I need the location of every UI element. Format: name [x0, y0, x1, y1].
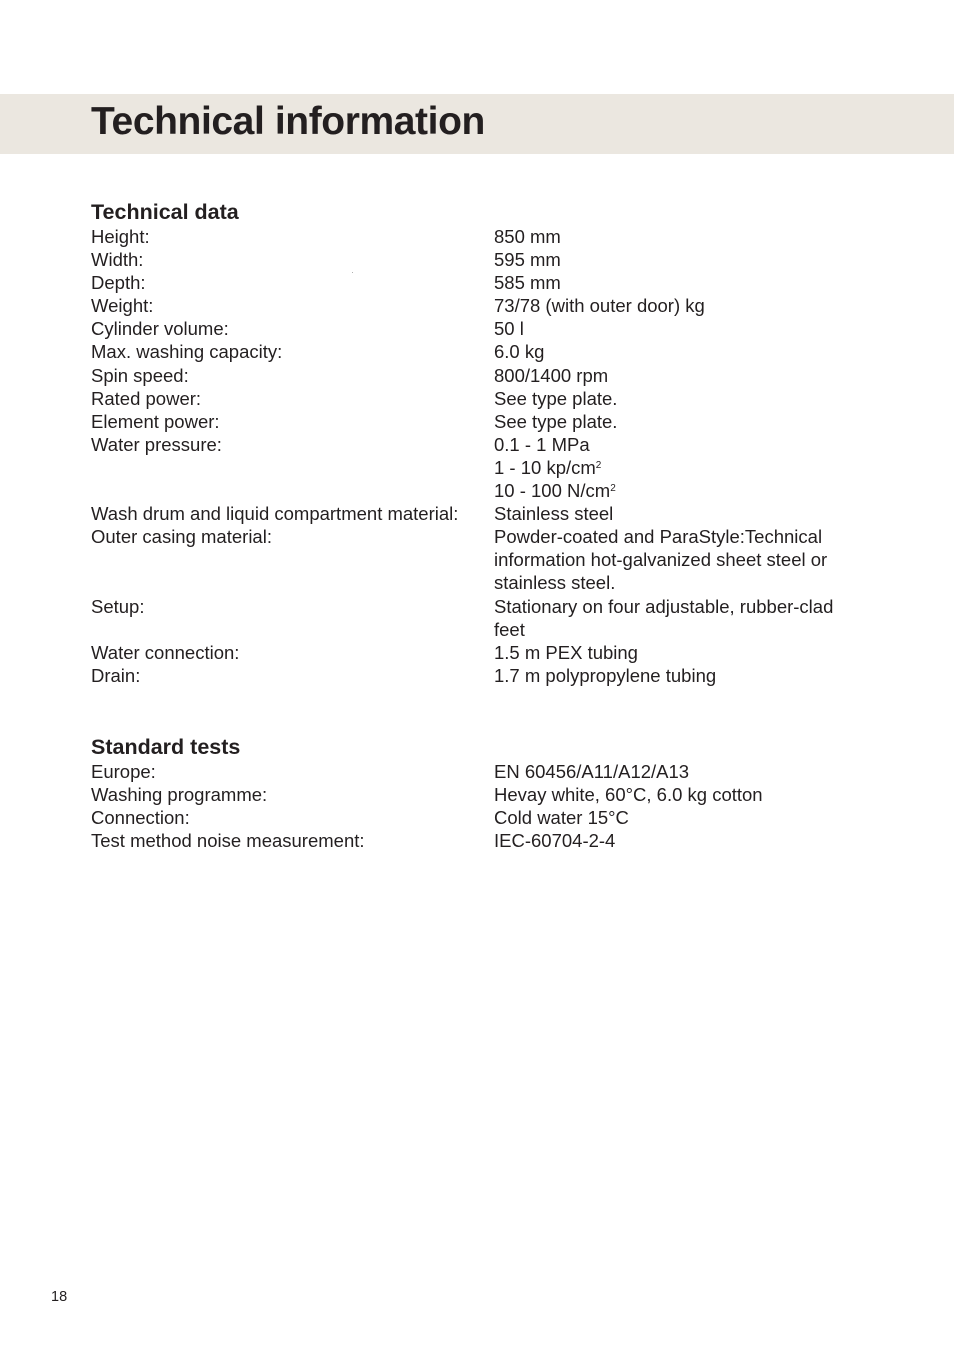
spec-value: 0.1 - 1 MPa — [494, 433, 590, 455]
spec-value: 50 l — [494, 318, 524, 340]
spec-value: Stainless steel — [494, 503, 614, 525]
spec-label: Water connection: — [91, 641, 240, 663]
spec-label: Water pressure: — [91, 433, 222, 455]
spec-label: Max. washing capacity: — [91, 341, 283, 363]
spec-row-width — [91, 248, 871, 271]
spec-label: Wash drum and liquid compartment material: — [91, 503, 459, 525]
test-value: Cold water 15°C — [494, 807, 629, 829]
spec-value-line — [494, 456, 859, 479]
spec-value: See type plate. — [494, 387, 618, 409]
spec-row-rated-power — [91, 387, 871, 410]
spec-value-line — [494, 479, 859, 502]
spec-label: Height: — [91, 226, 150, 247]
test-value: IEC-60704-2-4 — [494, 830, 616, 852]
spec-value: 595 mm — [494, 249, 561, 271]
spec-value: 1.5 m PEX tubing — [494, 641, 638, 663]
spec-label: Weight: — [91, 295, 154, 317]
spec-row-height — [91, 225, 871, 248]
spec-row-drum-material — [91, 502, 871, 525]
spec-row-spin-speed — [91, 364, 871, 387]
spec-value: 850 mm — [494, 226, 561, 247]
technical-data-section — [91, 199, 871, 687]
test-value: Hevay white, 60°C, 6.0 kg cotton — [494, 784, 763, 806]
test-label: Europe: — [91, 761, 156, 782]
test-label: Test method noise measurement: — [91, 830, 365, 852]
standard-tests-heading: Standard tests — [91, 735, 241, 759]
superscript: 2 — [595, 459, 602, 471]
spec-row-water-pressure — [91, 433, 871, 502]
spec-label: Setup: — [91, 595, 145, 617]
test-row-noise-measurement — [91, 829, 871, 852]
test-row-connection — [91, 806, 871, 829]
spec-label: Depth: — [91, 272, 146, 294]
technical-data-heading: Technical data — [91, 200, 239, 224]
spec-value: 1.7 m polypropylene tubing — [494, 664, 717, 686]
spec-value: Powder-coated and ParaStyle:Technical information hot-galvanized sheet steel or stainless steel. — [494, 526, 828, 594]
spec-row-outer-casing-material — [91, 525, 871, 594]
spec-value: 585 mm — [494, 272, 561, 294]
spec-value-group — [494, 433, 859, 502]
spec-label: Outer casing material: — [91, 526, 272, 548]
spec-value: Stationary on four adjustable, rubber-clad feet — [494, 595, 834, 640]
spec-row-water-connection — [91, 641, 871, 664]
spec-value: 10 - 100 N/cm — [494, 480, 611, 502]
spec-label: Rated power: — [91, 387, 202, 409]
spec-row-weight — [91, 294, 871, 317]
test-label: Connection: — [91, 807, 190, 829]
test-row-washing-programme — [91, 783, 871, 806]
spec-value: 6.0 kg — [494, 341, 545, 363]
spec-value: 73/78 (with outer door) kg — [494, 295, 705, 317]
test-row-europe — [91, 760, 871, 783]
spec-label: Element power: — [91, 410, 220, 432]
spec-label: Cylinder volume: — [91, 318, 229, 340]
spec-label: Drain: — [91, 664, 141, 686]
test-value: EN 60456/A11/A12/A13 — [494, 761, 690, 782]
spec-row-drain — [91, 664, 871, 687]
spec-row-setup — [91, 595, 871, 641]
page-number: 18 — [51, 1289, 68, 1305]
spec-value: 800/1400 rpm — [494, 364, 609, 386]
spec-value: See type plate. — [494, 410, 618, 432]
spec-label: Spin speed: — [91, 364, 189, 386]
technical-data-list — [91, 225, 871, 687]
spec-row-cylinder-volume — [91, 317, 871, 340]
page-title: Technical information — [91, 100, 485, 143]
spec-row-max-washing-capacity — [91, 340, 871, 363]
spec-value: 1 - 10 kp/cm — [494, 456, 596, 478]
standard-tests-list — [91, 760, 871, 852]
standard-tests-section — [91, 734, 871, 852]
spec-row-element-power — [91, 410, 871, 433]
spec-label: Width: — [91, 249, 144, 271]
superscript: 2 — [610, 483, 616, 495]
spec-row-depth — [91, 271, 871, 294]
test-label: Washing programme: — [91, 784, 268, 806]
